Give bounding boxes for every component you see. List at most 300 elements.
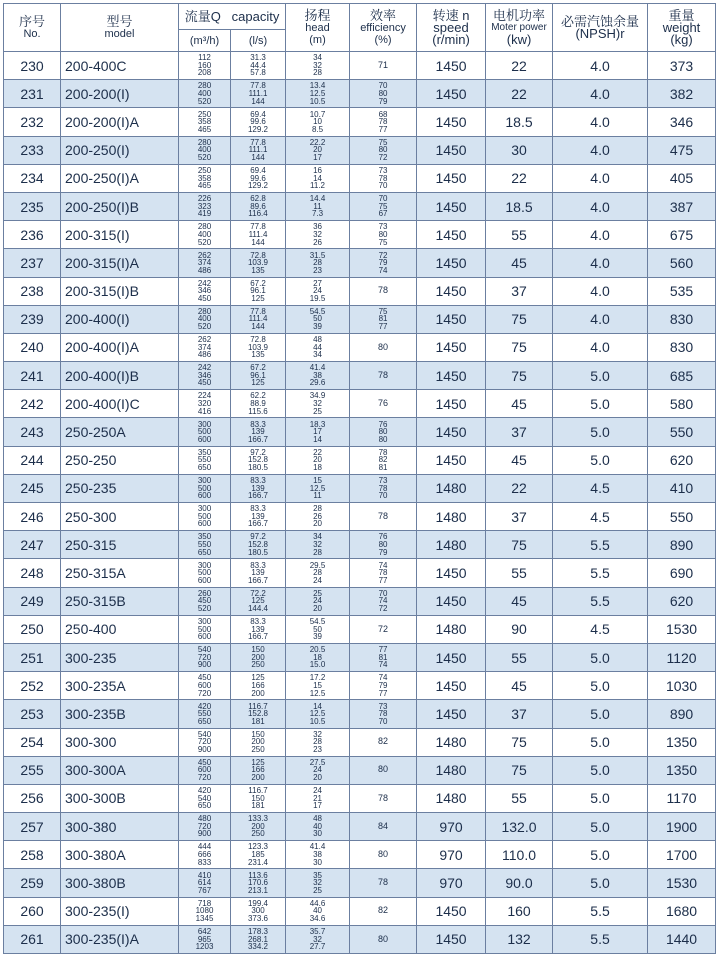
cell-no: 239 [4, 305, 61, 333]
table-body [4, 52, 716, 954]
cell-q-m3h [179, 672, 231, 700]
cell-head [286, 164, 350, 192]
cell-head [286, 52, 350, 80]
cell-q-ls [231, 390, 286, 418]
cell-speed: 1480 [417, 531, 486, 559]
cell-q-ls [231, 333, 286, 361]
cell-q-ls [231, 164, 286, 192]
cell-weight: 1350 [648, 756, 716, 784]
cell-head-value: 32 [313, 539, 322, 549]
col-header-efficiency: 效率 efficiency (%) [350, 4, 417, 52]
cell-model: 300-380B [61, 869, 179, 897]
cell-q-ls-value: 166.7 [247, 491, 269, 501]
cell-q-ls-value: 72.8 [250, 335, 266, 345]
cell-q-m3h-value: 300 [197, 616, 212, 626]
cell-model: 200-315(I)A [61, 249, 179, 277]
cell-npsh: 5.0 [553, 362, 648, 390]
cell-q-ls-value: 125 [251, 596, 265, 606]
cell-q-ls-value: 88.9 [250, 399, 266, 409]
table-row [4, 221, 716, 249]
cell-efficiency-value: 81 [378, 314, 388, 324]
cell-efficiency-value: 76 [378, 398, 389, 409]
cell-head [286, 587, 350, 615]
cell-q-m3h-value: 520 [197, 237, 212, 247]
cell-head-value: 30 [313, 829, 322, 839]
cell-head-value: 50 [313, 314, 322, 324]
cell-q-m3h-value: 262 [197, 335, 212, 345]
cell-q-m3h-value: 486 [197, 350, 212, 360]
table-row [4, 841, 716, 869]
cell-head-value: 22.2 [309, 137, 326, 147]
table-row [4, 164, 716, 192]
cell-npsh: 4.0 [553, 192, 648, 220]
cell-head-value: 28 [313, 568, 322, 578]
cell-q-m3h-value: 600 [197, 575, 212, 585]
cell-efficiency-value: 75 [378, 237, 388, 247]
cell-npsh: 5.5 [553, 897, 648, 925]
table-row [4, 643, 716, 671]
cell-head-value: 29.6 [309, 378, 326, 388]
cell-power: 22 [486, 80, 553, 108]
cell-head [286, 362, 350, 390]
cell-npsh: 4.0 [553, 277, 648, 305]
cell-q-m3h-value: 900 [197, 660, 212, 670]
cell-head [286, 615, 350, 643]
cell-npsh: 5.0 [553, 813, 648, 841]
col-header-capacity: 流量Q capacity [179, 4, 286, 30]
cell-head-value: 41.4 [309, 842, 326, 852]
cell-head-value: 12.5 [309, 688, 326, 698]
cell-speed: 1450 [417, 164, 486, 192]
cell-efficiency-value: 75 [378, 306, 388, 316]
cell-q-m3h-value: 600 [197, 491, 212, 501]
cell-q-ls-value: 170.6 [247, 878, 269, 888]
cell-q-ls [231, 446, 286, 474]
cell-q-ls [231, 869, 286, 897]
cell-q-ls [231, 784, 286, 812]
cell-head-value: 34.9 [309, 391, 326, 401]
cell-q-m3h [179, 728, 231, 756]
cell-weight: 1350 [648, 728, 716, 756]
cell-head [286, 390, 350, 418]
cell-efficiency [350, 728, 417, 756]
cell-head-value: 8.5 [311, 124, 324, 134]
cell-q-ls-value: 250 [251, 744, 265, 754]
cell-weight: 830 [648, 333, 716, 361]
cell-head-value: 18 [313, 652, 322, 662]
cell-head-value: 34 [313, 350, 322, 360]
cell-q-ls-value: 135 [251, 350, 265, 360]
cell-no: 243 [4, 418, 61, 446]
cell-q-ls-value: 144.4 [247, 603, 269, 613]
cell-efficiency-value: 73 [378, 165, 388, 175]
cell-q-m3h-value: 600 [197, 680, 212, 690]
cell-model: 300-380 [61, 813, 179, 841]
cell-head-value: 20 [313, 145, 322, 155]
cell-q-m3h-value: 465 [197, 124, 212, 134]
cell-weight: 550 [648, 503, 716, 531]
cell-q-m3h-value: 242 [197, 278, 212, 288]
cell-q-m3h-value: 450 [197, 293, 212, 303]
cell-q-ls-value: 103.9 [247, 342, 269, 352]
cell-efficiency-value: 80 [378, 933, 389, 944]
cell-q-m3h-value: 614 [197, 878, 212, 888]
cell-q-ls-value: 150 [251, 793, 265, 803]
cell-q-m3h-value: 540 [197, 729, 212, 739]
cell-no: 257 [4, 813, 61, 841]
cell-model: 300-300 [61, 728, 179, 756]
cell-model: 250-235 [61, 474, 179, 502]
cell-efficiency [350, 672, 417, 700]
cell-efficiency-value: 72 [378, 152, 388, 162]
table-row [4, 700, 716, 728]
cell-q-ls [231, 587, 286, 615]
cell-q-m3h-value: 280 [197, 306, 212, 316]
cell-head-value: 32 [313, 878, 322, 888]
table-row [4, 249, 716, 277]
cell-head [286, 531, 350, 559]
table-row [4, 531, 716, 559]
cell-head-value: 21 [313, 793, 322, 803]
cell-power: 160 [486, 897, 553, 925]
cell-weight: 405 [648, 164, 716, 192]
cell-weight: 410 [648, 474, 716, 502]
cell-head-value: 41.4 [309, 363, 326, 373]
cell-weight: 1700 [648, 841, 716, 869]
cell-q-ls-value: 231.4 [247, 857, 269, 867]
cell-q-m3h-value: 400 [197, 88, 212, 98]
cell-speed: 1450 [417, 192, 486, 220]
cell-no: 231 [4, 80, 61, 108]
cell-q-m3h-value: 650 [197, 463, 212, 473]
cell-head-value: 18 [313, 463, 322, 473]
cell-model: 250-250A [61, 418, 179, 446]
cell-q-ls [231, 52, 286, 80]
cell-model: 300-235B [61, 700, 179, 728]
table-row [4, 446, 716, 474]
cell-q-ls-value: 89.6 [250, 201, 266, 211]
cell-head-value: 16 [313, 165, 322, 175]
cell-npsh: 5.0 [553, 418, 648, 446]
cell-q-ls-value: 334.2 [247, 942, 269, 952]
cell-efficiency-value: 82 [378, 905, 389, 916]
cell-power: 110.0 [486, 841, 553, 869]
cell-power: 75 [486, 756, 553, 784]
cell-efficiency [350, 531, 417, 559]
cell-q-m3h-value: 600 [197, 765, 212, 775]
cell-q-m3h-value: 500 [197, 427, 212, 437]
cell-q-ls-value: 31.3 [250, 53, 266, 63]
cell-q-ls-value: 152.8 [247, 455, 269, 465]
cell-q-ls-value: 123.3 [247, 842, 269, 852]
cell-head-value: 23 [313, 744, 322, 754]
cell-efficiency [350, 474, 417, 502]
cell-power: 55 [486, 643, 553, 671]
table-row [4, 784, 716, 812]
cell-q-ls-value: 125 [251, 378, 265, 388]
cell-head-value: 24 [313, 786, 322, 796]
cell-q-ls-value: 115.6 [248, 406, 268, 416]
cell-q-m3h-value: 720 [197, 821, 212, 831]
cell-head [286, 249, 350, 277]
cell-q-ls-value: 144 [251, 96, 265, 106]
cell-q-m3h-value: 600 [197, 519, 212, 529]
cell-power: 22 [486, 164, 553, 192]
cell-head-value: 26 [313, 511, 322, 521]
cell-weight: 830 [648, 305, 716, 333]
cell-model: 200-200(I)A [61, 108, 179, 136]
cell-efficiency-value: 79 [378, 547, 388, 557]
cell-q-ls-value: 62.8 [250, 194, 266, 204]
table-row [4, 474, 716, 502]
cell-q-ls-value: 111.4 [248, 314, 268, 324]
cell-no: 233 [4, 136, 61, 164]
cell-efficiency-value: 71 [378, 59, 389, 70]
cell-q-m3h [179, 869, 231, 897]
cell-head-value: 31.5 [309, 250, 326, 260]
cell-head-value: 39 [313, 632, 322, 642]
cell-speed: 1450 [417, 925, 486, 953]
col-header-no: 序号 No. [4, 4, 61, 52]
cell-speed: 1480 [417, 784, 486, 812]
table-row [4, 362, 716, 390]
cell-q-ls-value: 111.1 [248, 145, 268, 155]
cell-q-m3h-value: 650 [197, 801, 212, 811]
cell-no: 260 [4, 897, 61, 925]
cell-q-m3h-value: 480 [197, 814, 212, 824]
cell-q-ls-value: 166 [251, 765, 265, 775]
cell-efficiency-value: 73 [378, 701, 388, 711]
cell-head-value: 28 [313, 504, 322, 514]
cell-q-ls-value: 96.1 [250, 370, 266, 380]
cell-speed: 1450 [417, 80, 486, 108]
cell-q-ls-value: 133.3 [247, 814, 269, 824]
col-header-model: 型号 model [61, 4, 179, 52]
cell-head-value: 34 [313, 53, 322, 63]
cell-efficiency-value: 80 [378, 764, 389, 775]
cell-efficiency [350, 136, 417, 164]
cell-model: 300-235 [61, 643, 179, 671]
cell-no: 261 [4, 925, 61, 953]
cell-head [286, 813, 350, 841]
cell-efficiency [350, 700, 417, 728]
cell-head-value: 25 [313, 885, 322, 895]
col-header-weight: 重量 weight (kg) [648, 4, 716, 52]
cell-q-m3h-value: 242 [197, 363, 212, 373]
col-header-q-ls: (l/s) [231, 30, 286, 52]
cell-npsh: 5.0 [553, 784, 648, 812]
cell-head-value: 7.3 [311, 209, 324, 219]
cell-q-ls-value: 200 [251, 821, 265, 831]
cell-model: 200-200(I) [61, 80, 179, 108]
cell-q-m3h [179, 813, 231, 841]
cell-efficiency-value: 76 [378, 532, 388, 542]
cell-q-ls [231, 503, 286, 531]
cell-npsh: 4.0 [553, 164, 648, 192]
cell-q-m3h-value: 350 [197, 447, 212, 457]
cell-efficiency [350, 192, 417, 220]
cell-q-m3h [179, 700, 231, 728]
cell-power: 37 [486, 418, 553, 446]
cell-efficiency-value: 80 [378, 229, 388, 239]
table-row [4, 587, 716, 615]
cell-q-m3h [179, 643, 231, 671]
cell-model: 300-235(I)A [61, 925, 179, 953]
cell-weight: 560 [648, 249, 716, 277]
cell-weight: 620 [648, 446, 716, 474]
cell-q-m3h [179, 503, 231, 531]
cell-q-m3h-value: 550 [197, 539, 212, 549]
cell-speed: 1450 [417, 446, 486, 474]
cell-efficiency [350, 362, 417, 390]
cell-efficiency-value: 67 [378, 209, 388, 219]
cell-no: 252 [4, 672, 61, 700]
cell-efficiency-value: 81 [378, 652, 388, 662]
cell-q-m3h-value: 500 [197, 511, 212, 521]
cell-head [286, 446, 350, 474]
cell-q-ls-value: 67.2 [250, 363, 266, 373]
cell-efficiency [350, 813, 417, 841]
cell-efficiency-value: 72 [378, 623, 389, 634]
cell-head-value: 12.5 [309, 88, 326, 98]
cell-speed: 1450 [417, 897, 486, 925]
cell-speed: 1480 [417, 756, 486, 784]
cell-efficiency-value: 82 [378, 455, 388, 465]
cell-efficiency-value: 80 [378, 341, 389, 352]
cell-q-ls-value: 250 [251, 829, 265, 839]
cell-head-value: 14.4 [309, 194, 326, 204]
table-row [4, 615, 716, 643]
cell-q-m3h [179, 221, 231, 249]
cell-q-ls [231, 672, 286, 700]
cell-speed: 1450 [417, 52, 486, 80]
cell-q-ls-value: 116.4 [248, 209, 268, 219]
cell-model: 300-380A [61, 841, 179, 869]
cell-head-value: 14 [313, 434, 322, 444]
cell-head-value: 10 [313, 117, 322, 127]
cell-q-m3h-value: 260 [197, 588, 212, 598]
cell-q-m3h [179, 108, 231, 136]
cell-speed: 1450 [417, 390, 486, 418]
col-header-power: 电机功率 Moter power (kw) [486, 4, 553, 52]
cell-q-ls-value: 111.4 [248, 229, 268, 239]
cell-model: 300-300B [61, 784, 179, 812]
cell-efficiency-value: 78 [378, 447, 388, 457]
cell-q-ls [231, 277, 286, 305]
cell-npsh: 4.0 [553, 136, 648, 164]
cell-head-value: 32 [313, 399, 322, 409]
cell-efficiency [350, 559, 417, 587]
cell-head-value: 14 [313, 173, 322, 183]
cell-efficiency-value: 78 [378, 877, 389, 888]
cell-no: 248 [4, 559, 61, 587]
cell-head-value: 17 [313, 427, 322, 437]
cell-q-m3h-value: 358 [197, 173, 212, 183]
cell-q-ls [231, 249, 286, 277]
cell-efficiency [350, 221, 417, 249]
cell-efficiency-value: 78 [378, 510, 389, 521]
cell-speed: 1480 [417, 728, 486, 756]
table-row [4, 869, 716, 897]
cell-q-ls [231, 813, 286, 841]
cell-q-m3h [179, 52, 231, 80]
cell-speed: 1480 [417, 503, 486, 531]
cell-q-ls [231, 80, 286, 108]
cell-q-m3h [179, 615, 231, 643]
table-row [4, 333, 716, 361]
cell-npsh: 5.5 [553, 587, 648, 615]
cell-q-m3h-value: 540 [197, 645, 212, 655]
cell-no: 259 [4, 869, 61, 897]
cell-efficiency-value: 78 [378, 792, 389, 803]
cell-efficiency-value: 70 [378, 588, 388, 598]
cell-npsh: 4.5 [553, 474, 648, 502]
cell-head-value: 25 [313, 588, 322, 598]
pump-spec-table-wrapper [3, 3, 715, 954]
cell-head-value: 40 [313, 821, 322, 831]
cell-npsh: 4.0 [553, 52, 648, 80]
cell-head-value: 23 [313, 265, 322, 275]
cell-q-ls [231, 756, 286, 784]
cell-weight: 890 [648, 531, 716, 559]
cell-head-value: 10.5 [309, 716, 326, 726]
cell-model: 200-400(I) [61, 305, 179, 333]
cell-efficiency-value: 78 [378, 117, 388, 127]
cell-head-value: 15 [313, 476, 322, 486]
cell-head-value: 24 [313, 596, 322, 606]
cell-efficiency [350, 784, 417, 812]
cell-q-ls-value: 125 [251, 293, 265, 303]
cell-q-ls-value: 83.3 [250, 476, 266, 486]
cell-q-m3h-value: 280 [197, 81, 212, 91]
cell-q-ls-value: 97.2 [250, 532, 266, 542]
cell-model: 200-400C [61, 52, 179, 80]
cell-q-m3h [179, 474, 231, 502]
cell-q-m3h-value: 208 [197, 68, 212, 78]
cell-efficiency-value: 70 [378, 491, 388, 501]
cell-q-ls-value: 373.6 [247, 914, 269, 924]
cell-q-m3h-value: 224 [197, 391, 212, 401]
cell-head-value: 44.6 [309, 898, 326, 908]
cell-head-value: 27.7 [309, 942, 326, 952]
cell-q-m3h-value: 226 [197, 194, 212, 204]
cell-power: 90.0 [486, 869, 553, 897]
cell-efficiency-value: 70 [378, 181, 388, 191]
cell-q-ls-value: 113.6 [248, 870, 268, 880]
cell-no: 235 [4, 192, 61, 220]
cell-q-ls-value: 166 [251, 680, 265, 690]
cell-speed: 1450 [417, 700, 486, 728]
cell-head-value: 35 [313, 870, 322, 880]
cell-efficiency-value: 77 [378, 645, 388, 655]
cell-speed: 1450 [417, 136, 486, 164]
cell-q-m3h-value: 410 [197, 870, 212, 880]
cell-efficiency [350, 80, 417, 108]
cell-no: 253 [4, 700, 61, 728]
cell-efficiency-value: 78 [378, 285, 389, 296]
cell-head-value: 19.5 [309, 293, 326, 303]
cell-head-value: 32 [313, 60, 322, 70]
cell-q-ls [231, 418, 286, 446]
cell-head-value: 34.6 [309, 914, 326, 924]
cell-q-ls-value: 200 [251, 737, 265, 747]
cell-efficiency-value: 72 [378, 250, 388, 260]
cell-q-m3h-value: 600 [197, 434, 212, 444]
cell-power: 45 [486, 390, 553, 418]
table-row [4, 728, 716, 756]
cell-power: 75 [486, 362, 553, 390]
cell-model: 200-315(I) [61, 221, 179, 249]
